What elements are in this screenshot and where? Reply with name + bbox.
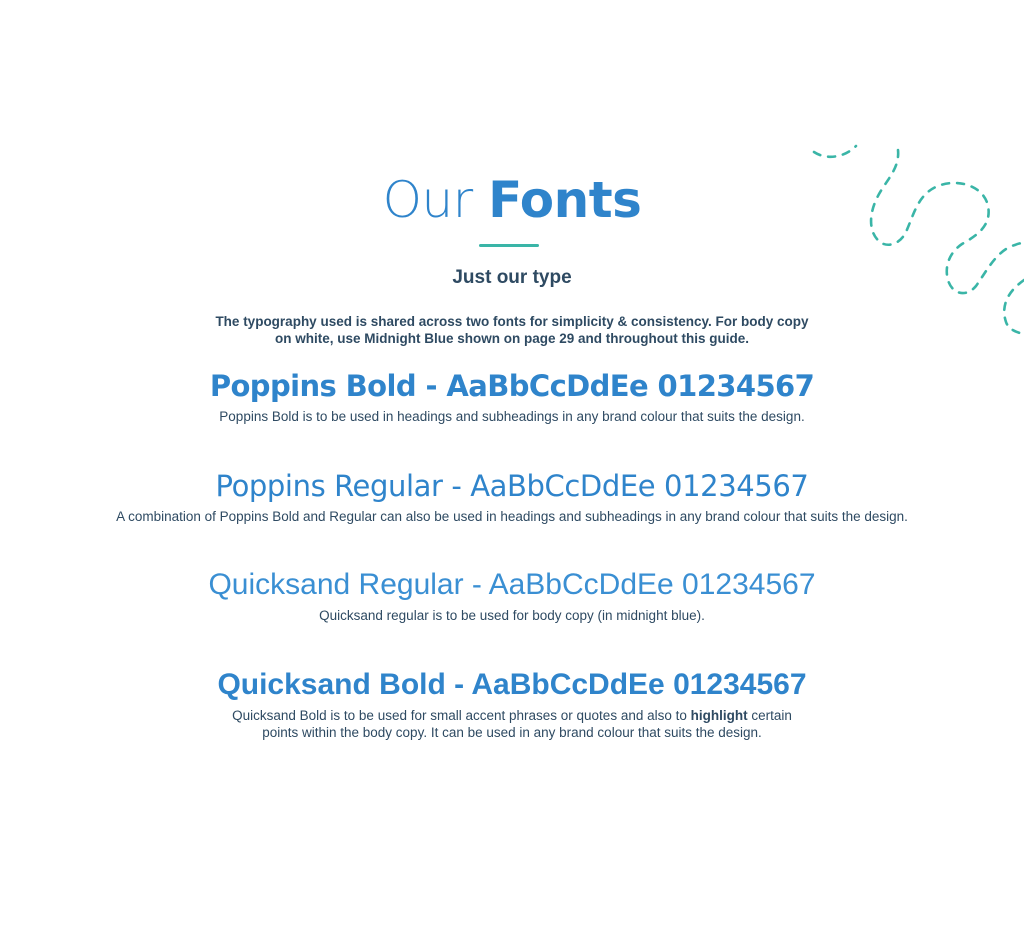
font-description [0, 607, 1024, 624]
intro-line: The typography used is shared across two fonts for simplicity & consistency. For body copy [215, 314, 809, 329]
intro-line: on white, use Midnight Blue shown on page 29 and throughout this guide. [275, 331, 749, 346]
font-block-poppins-bold [0, 366, 1024, 425]
page-title-light: Our [382, 171, 473, 229]
font-sample: Quicksand Regular - AaBbCcDdEe 01234567 [208, 568, 816, 601]
font-description-line: points within the body copy. It can be used in any brand colour that suits the design. [262, 725, 762, 740]
squiggle-path [814, 146, 1024, 334]
font-block-poppins-regular [0, 466, 1024, 525]
page-subtitle: Just our type [452, 267, 572, 288]
highlight-text: highlight [690, 708, 748, 723]
dashed-squiggle-icon [800, 130, 1024, 340]
title-divider [479, 244, 539, 247]
font-block-quicksand-regular [0, 565, 1024, 624]
description-text: certain [747, 708, 792, 723]
description-text: Quicksand Bold is to be used for small accent phrases or quotes and also to [232, 708, 691, 723]
font-description [0, 508, 1024, 525]
font-description-line [0, 707, 1024, 724]
font-description-line: Quicksand regular is to be used for body copy (in midnight blue). [319, 608, 705, 623]
font-sample: Quicksand Bold - AaBbCcDdEe 01234567 [217, 668, 807, 701]
font-description [0, 408, 1024, 425]
intro-paragraph [190, 313, 834, 347]
font-description [0, 707, 1024, 741]
font-sample: Poppins Bold - AaBbCcDdEe 01234567 [209, 369, 815, 403]
page-title-bold: Fonts [488, 171, 642, 229]
font-sample: Poppins Regular - AaBbCcDdEe 01234567 [215, 469, 809, 503]
font-description-line: A combination of Poppins Bold and Regular can also be used in headings and subheadings in any brand colour that suits the design. [116, 509, 908, 524]
font-block-quicksand-bold [0, 665, 1024, 741]
font-description-line: Poppins Bold is to be used in headings and subheadings in any brand colour that suits the design. [219, 409, 805, 424]
